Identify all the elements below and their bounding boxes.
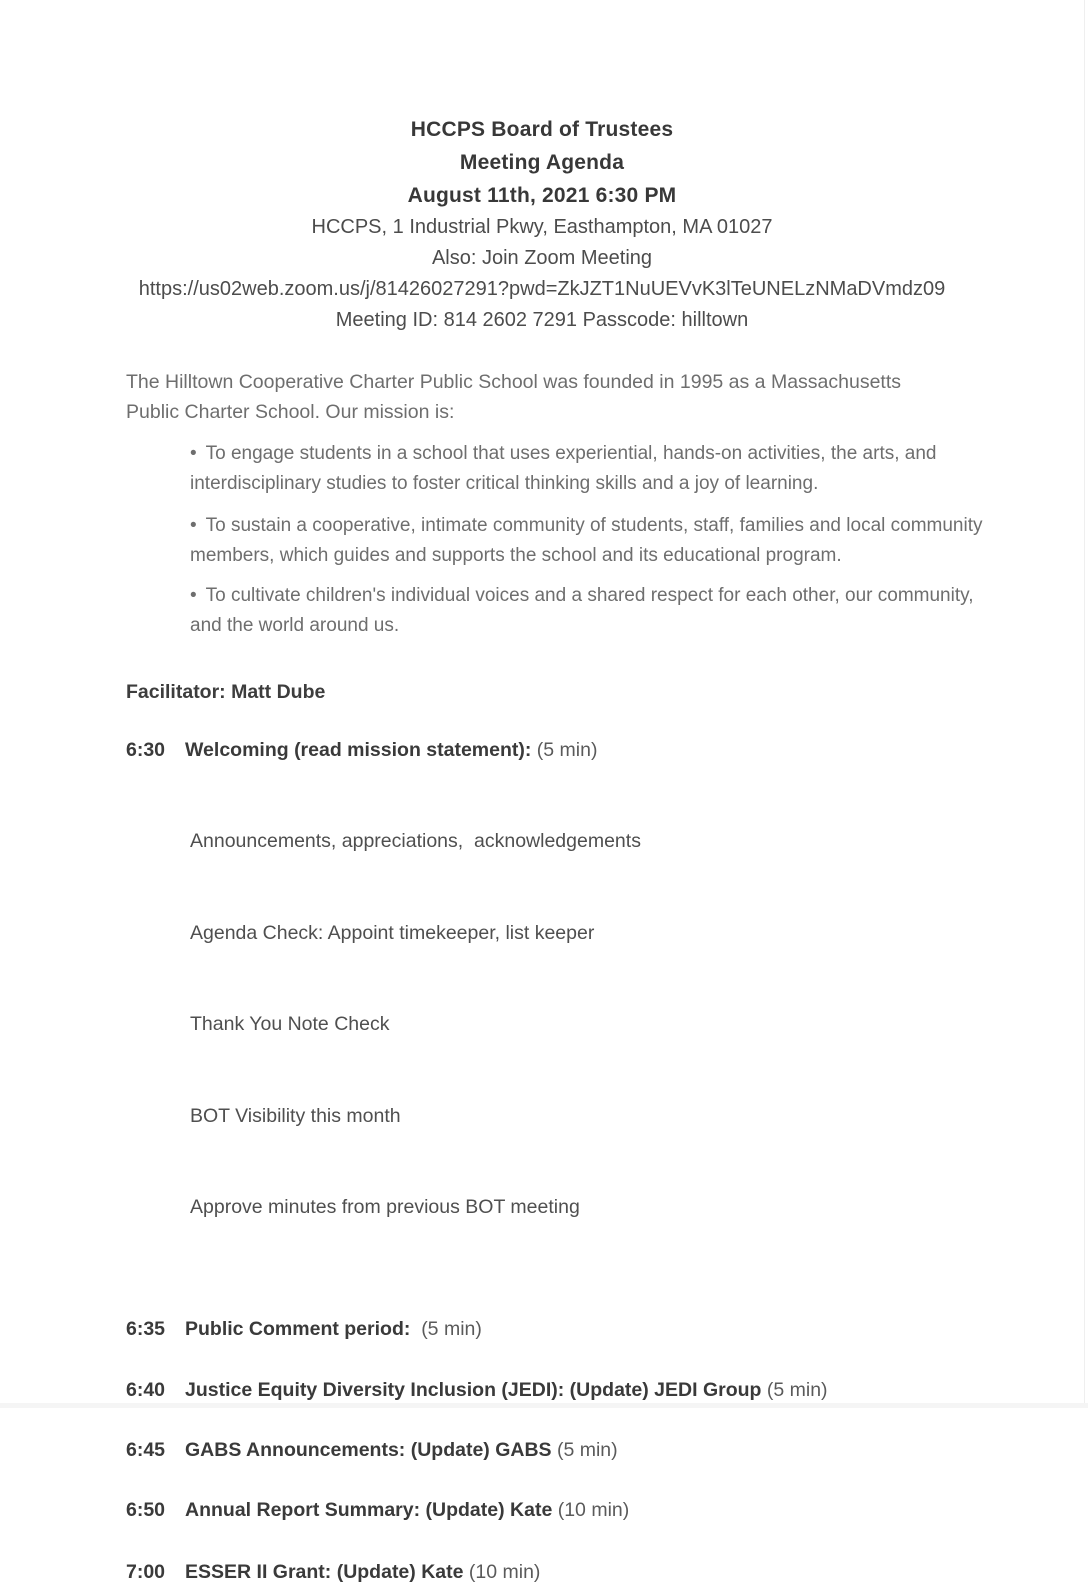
agenda-time: 6:35 xyxy=(126,1317,166,1340)
agenda-item-public-comment xyxy=(126,1314,958,1344)
agenda-item-title: Welcoming (read mission statement): xyxy=(185,739,532,761)
meeting-address: HCCPS, 1 Industrial Pkwy, Easthampton, MA 01027 xyxy=(311,216,773,238)
scan-edge-artifact-right xyxy=(1084,0,1085,1408)
zoom-join-label: Also: Join Zoom Meeting xyxy=(431,247,653,269)
document-header xyxy=(126,113,958,336)
agenda-subitems-welcoming xyxy=(190,765,958,1284)
agenda-item-duration: (10 min) xyxy=(557,1498,630,1521)
agenda-time: 6:30 xyxy=(126,739,166,761)
agenda-item-gabs xyxy=(126,1435,958,1465)
mission-bullet-3 xyxy=(190,581,990,641)
agenda-subitem: Announcements, appreciations, acknowledgements xyxy=(190,830,641,852)
agenda-item-text xyxy=(185,735,597,765)
agenda-time: 7:00 xyxy=(126,1560,166,1583)
agenda-item-text xyxy=(185,1375,828,1405)
bullet-icon: • xyxy=(190,585,197,606)
agenda-item-duration: (10 min) xyxy=(468,1560,541,1583)
agenda-item-title: Public Comment period: xyxy=(185,1317,416,1340)
agenda-item-duration: (5 min) xyxy=(421,1317,482,1340)
agenda-item-title: ESSER II Grant: (Update) Kate xyxy=(185,1560,464,1583)
agenda-item-title: Annual Report Summary: (Update) Kate xyxy=(185,1498,553,1521)
agenda-time: 6:50 xyxy=(126,1498,166,1521)
facilitator-line: Facilitator: Matt Dube xyxy=(126,681,326,703)
mission-bullet-3-text: To cultivate children's individual voices and a shared respect for each other, our community, and the world around us. xyxy=(190,585,974,636)
agenda-item-esser-grant xyxy=(126,1557,958,1587)
agenda-item-welcoming xyxy=(126,735,958,765)
agenda-time: 6:40 xyxy=(126,1378,166,1401)
agenda-item-duration: (5 min) xyxy=(766,1378,828,1401)
agenda-item-annual-report xyxy=(126,1495,958,1525)
agenda-item-text xyxy=(185,1435,618,1465)
school-intro-paragraph: The Hilltown Cooperative Charter Public School was founded in 1995 as a Massachusetts Public Charter School. Our mission is: xyxy=(126,371,902,423)
scan-edge-artifact-bottom xyxy=(0,1403,1088,1408)
agenda-item-duration: (5 min) xyxy=(556,1438,618,1461)
bullet-icon: • xyxy=(190,515,197,536)
agenda-time: 6:45 xyxy=(126,1438,166,1461)
agenda-item-jedi xyxy=(126,1375,958,1405)
document-body xyxy=(126,113,983,1587)
agenda-item-text xyxy=(185,1314,482,1344)
agenda-item-text xyxy=(185,1495,629,1525)
meeting-datetime: August 11th, 2021 6:30 PM xyxy=(407,184,677,207)
agenda-item-title: GABS Announcements: (Update) GABS xyxy=(185,1438,552,1461)
doc-title: Meeting Agenda xyxy=(459,151,625,174)
agenda-subitem: Thank You Note Check xyxy=(190,1013,390,1035)
mission-bullet-1-text: To engage students in a school that uses experiential, hands-on activities, the arts, and interdisciplinary studies to foster critical thinking skills and a joy of learning. xyxy=(190,443,937,494)
agenda-subitem: BOT Visibility this month xyxy=(190,1104,401,1127)
mission-bullet-1 xyxy=(190,439,990,499)
agenda-subitem: Approve minutes from previous BOT meeting xyxy=(190,1196,580,1218)
meeting-id-passcode: Meeting ID: 814 2602 7291 Passcode: hilltown xyxy=(335,309,749,331)
agenda-item-duration: (5 min) xyxy=(536,739,598,761)
org-title: HCCPS Board of Trustees xyxy=(410,118,674,141)
agenda-subitem: Agenda Check: Appoint timekeeper, list keeper xyxy=(190,921,595,944)
bullet-icon: • xyxy=(190,443,197,464)
mission-bullet-2-text: To sustain a cooperative, intimate community of students, staff, families and local community members, which guides and supports the school and its educational program. xyxy=(190,515,983,566)
agenda-item-title: Justice Equity Diversity Inclusion (JEDI): (Update) JEDI Group xyxy=(185,1378,762,1401)
mission-bullet-2 xyxy=(190,511,990,571)
agenda-item-text xyxy=(185,1557,540,1587)
zoom-meeting-url: https://us02web.zoom.us/j/81426027291?pwd=ZkJZT1NuUEVvK3lTeUNELzNMaDVmdz09 xyxy=(138,278,946,300)
